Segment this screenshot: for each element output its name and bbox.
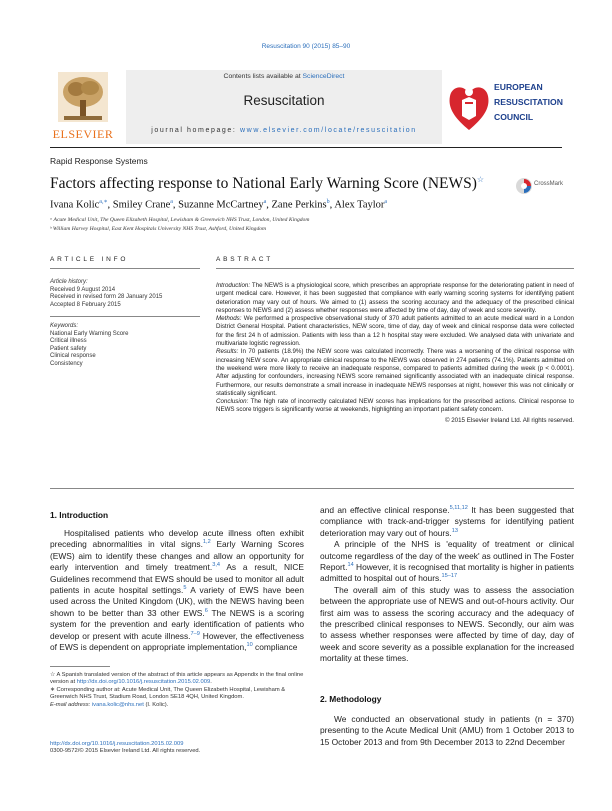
text-run: . [210,679,212,686]
footnote-email [50,702,312,709]
abstract-results-label: Results: [216,348,239,356]
text-run: ☆ A Spanish translated version of the abstract of this article appears as Appendix in the final online version at [50,672,304,686]
section-label: Rapid Response Systems [50,156,148,166]
author-affiliation-mark: a,∗ [99,199,108,205]
email-label: E-mail address: [50,701,92,708]
text-run: (I. Kolic). [143,701,169,708]
author-name[interactable]: Ivana Kolic [50,199,100,211]
methodology-paragraph [320,714,574,748]
abstract-intro-text: The NEWS is a physiological score, which prescribes an appropriate response for the deteriorating patient in need of urgent medical care. However, it has been suggested that compliance with early warning scoring systems for identifying patient deterioration may vary out of hours. We aimed to (1) assess the scoring accuracy and the adequacy of the prescribed clinical responses to NEWS and (2) assess whether responses were affected by time of day, day of week and score severity. [216,282,574,314]
journal-homepage [126,127,442,134]
erc-wordmark [494,80,563,125]
text-run: However, the effectiveness of EWS is dependent on appropriate implementation, [50,630,304,653]
article-title [50,175,484,193]
introduction-text [50,528,304,653]
abstract-copyright: © 2015 Elsevier Ireland Ltd. All rights reserved. [444,416,574,424]
text-run: As a result, NICE Guidelines recommend that EWS should be used to monitor all adult patients in acute hospital settings. [50,562,304,596]
history-received: Received 9 August 2014 [50,286,116,293]
article-info-rule [50,268,200,269]
elsevier-tree-icon [58,72,108,122]
issn-copyright: 0300-9572/© 2015 Elsevier Ireland Ltd. All rights reserved. [50,748,201,755]
keyword: Patient safety [50,345,87,352]
abstract-methods [216,315,574,348]
text-run: and an effective clinical response. [320,505,450,515]
elsevier-logo[interactable] [50,70,116,144]
text-run: A principle of the NHS is 'equality of treatment or clinical outcome regardless of the day of the week' as outlined in The Foster Report. [320,539,574,573]
article-doi-link[interactable]: http://dx.doi.org/10.1016/j.resuscitation.2015.02.009 [50,741,184,747]
author-name[interactable]: Zane Perkins [271,199,327,211]
abstract-results-text: In 70 patients (18.9%) the NEW score was calculated incorrectly. There was a worsening of the clinical response with increasing NEW score. An appropriate clinical response to the NEWS was observed in 274 patients (74.1%). Patients admitted on the weekend were more likely to receive an inadequate response, compared to patients admitted during the week (p < 0.0001). After adjusting for confounders, increasing NEWS score remained significantly associated with an inadequate clinical response. Furthermore, our results demonstrate a small increase in inadequate NEWS responses at night, however this was not clinically or statistically significant. [216,348,574,397]
crossmark-label: CrossMark [534,181,564,187]
citation-link[interactable]: 13 [451,528,458,535]
keyword: National Early Warning Score [50,330,129,337]
contents-line [126,73,442,80]
author-list: Ivana Kolic$^{a,∗}$, Smiley Crane$^a$, Suzanne McCartney$^a$, Zane Perkins$^b$, Alex Taylor$^a$ [50,199,388,211]
author-name[interactable]: Suzanne McCartney [178,199,264,211]
text-run: The NEWS is a scoring system for the prevention and early identification of patients who develop or present with acute illness. [50,607,304,641]
author-name[interactable]: Smiley Crane [112,199,171,211]
history-revised: Received in revised form 28 January 2015 [50,294,163,301]
footnote-rule [50,666,110,667]
journal-masthead [50,70,563,144]
citation-link[interactable]: 15–17 [441,573,458,580]
methodology-text: We conducted an observational study in patients (n = 370) presenting to the Acute Medical Unit (AMU) from 1 October 2013 to 15 October 2013 and from 9th December 2013 to 22nd December [320,714,574,747]
journal-reference[interactable]: Resuscitation 90 (2015) 85–90 [261,43,351,50]
history-rule [50,316,200,317]
crossmark-badge[interactable] [515,176,563,196]
right-paragraph-3: The overall aim of this study was to assess the association between the appropriate use of NEWS and out-of-hours activity. Our first aim was to assess the scoring accuracy and the adequacy of the prescribed clinical responses to NEWS. Secondly, our aim was to assess whether responses were affected by time of day, day of week and score severity as a possible explanation for the increased mortality at these times. [320,584,574,664]
text-run: However, it is recognised that mortality is higher in patients admitted to hospital out of hours. [320,562,574,584]
sciencedirect-link[interactable]: ScienceDirect [302,73,345,80]
text-run: Hospitalised patients who develop acute illness often exhibit preceding abnormalities in vital signs. [50,528,304,550]
abstract-heading: ABSTRACT [216,256,274,263]
methodology-heading: 2. Methodology [320,694,382,704]
elsevier-wordmark: ELSEVIER [52,127,114,141]
footnote-corresponding: ∗ Corresponding author at: Acute Medical Unit, The Queen Elizabeth Hospital, Lewisham & Greenwich NHS Trust, Stadium Road, London SE18 4QH, United Kingdom. [50,686,286,701]
homepage-link[interactable]: www.elsevier.com/locate/resuscitation [240,127,417,134]
abstract-conclusion-text: The high rate of incorrectly calculated NEW scores has implications for the prescribed actions. Clinical response to NEWS score triggers is significantly worse at weekends, highlighting an important patient safety concern. [216,398,574,414]
journal-title: Resuscitation [243,93,325,108]
right-paragraph-2 [320,539,574,585]
erc-line-2: RESUSCITATION [494,97,563,107]
erc-logo[interactable] [448,74,563,142]
erc-heart-icon [448,80,490,136]
keywords-label: Keywords: [50,323,79,329]
abstract-methods-label: Methods: [216,315,242,323]
abstract-introduction [216,282,574,315]
keyword: Critical illness [50,338,87,345]
introduction-heading: 1. Introduction [50,510,109,520]
author-affiliation-mark: a [384,199,388,205]
citation-link[interactable]: 14 [347,562,354,569]
author-affiliation-mark: a [263,199,267,205]
citation-link[interactable]: 5 [183,585,187,592]
abstract-conclusion [216,398,574,415]
citation-link[interactable]: 5,11,12 [449,505,468,512]
citation-link[interactable]: 3,4 [212,562,220,569]
abstract-intro-label: Introduction: [216,282,251,289]
history-label: Article history: [50,279,88,285]
erc-line-1: EUROPEAN [494,82,543,92]
affiliation-a: ᵃ Acute Medical Unit, The Queen Elizabeth Hospital, Lewisham & Greenwich NHS Trust, London, United Kingdom [50,217,310,223]
right-paragraph-1 [320,505,574,539]
author-affiliation-mark: b [326,199,330,205]
citation-link[interactable]: 6 [204,608,208,615]
masthead-rule [50,147,562,148]
title-footnote-mark[interactable]: ☆ [476,175,485,184]
text-run: Early Warning Scores (EWS) aim to identify these changes and allow an opportunity for early intervention and timely treatment. [50,539,304,573]
footnotes [50,672,312,709]
author-affiliation-mark: a [170,199,173,205]
keyword: Consistency [50,360,83,367]
text-run: compliance [252,642,298,653]
article-history [50,279,200,309]
citation-link[interactable]: 7–9 [190,630,200,637]
citation-link[interactable]: 10 [246,642,253,649]
keywords-block [50,323,200,369]
email-link[interactable]: ivana.kolic@nhs.net [91,701,144,708]
contents-prefix: Contents lists available at [223,73,303,80]
abstract-results [216,348,574,398]
text-run: It has been suggested that compliance with track-and-trigger systems for identifying patient deterioration may vary out of hours. [320,505,574,538]
author-name[interactable]: Alex Taylor [334,199,385,211]
footnote-translation [50,672,312,687]
article-doi-block [50,741,200,756]
abstract-bottom-rule [50,488,574,489]
right-column-text [320,505,574,665]
abstract-methods-text: We performed a prospective observational study of 370 adult patients admitted to an acute medical ward in a London District General Hospital. Patient characteristics, NEW score, time of day, day of week and clinical response data were collected for the first 24 h of admission. Patients with less than a 12 h hospital stay were excluded. We analysed data with univariate and multivariate logistic regression. [216,315,574,348]
article-info-heading: ARTICLE INFO [50,256,129,263]
homepage-prefix: journal homepage: [151,127,241,134]
affiliation-b: ᵇ William Harvey Hospital, East Kent Hospitals University NHS Trust, Ashford, United Kingdom [50,226,267,232]
translation-doi-link[interactable]: http://dx.doi.org/10.1016/j.resuscitation.2015.02.009 [76,679,211,686]
erc-line-3: COUNCIL [494,112,534,122]
keyword: Clinical response [50,353,96,360]
abstract-rule [216,268,574,269]
introduction-paragraph [50,528,304,653]
article-title-text: Factors affecting response to National Early Warning Score (NEWS) [50,175,477,193]
abstract-body [216,282,574,425]
citation-link[interactable]: 1,2 [202,539,211,546]
history-accepted: Accepted 8 February 2015 [50,301,121,308]
text-run: A variety of EWS have been used across the United Kingdom (UK), with the NEWS having been shown to be better than 33 other EWS. [50,585,304,618]
journal-title-box [126,70,442,144]
abstract-conclusion-label: Conclusion: [216,398,249,406]
